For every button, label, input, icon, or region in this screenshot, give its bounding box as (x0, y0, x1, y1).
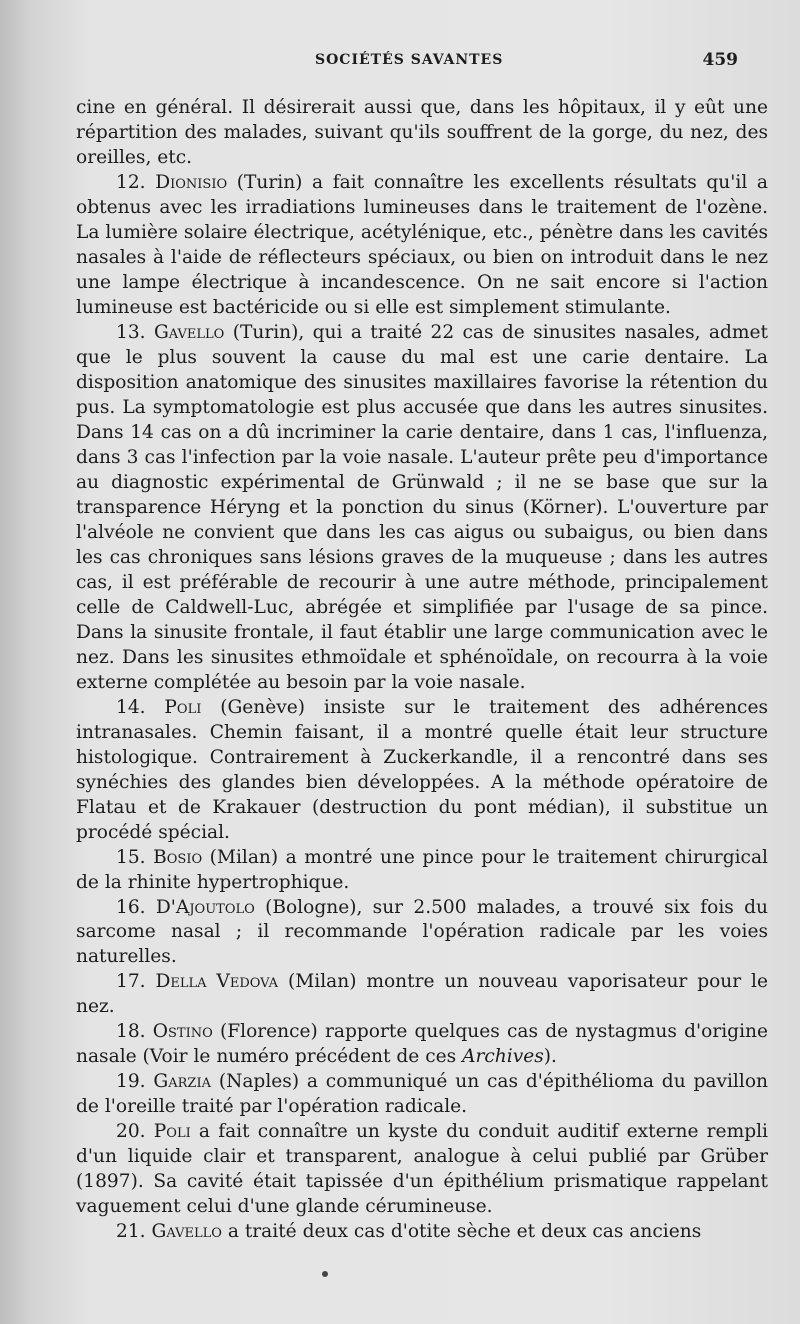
author-name: Della Vedova (155, 971, 279, 993)
item-number: 16. (116, 896, 146, 918)
page-header (0, 52, 800, 76)
author-name: Dionisio (155, 171, 228, 193)
paragraph-text: (Naples) a communiqué un cas d'épithélioma du pavillon de l'oreille traité par l'opération radicale. (76, 1071, 768, 1118)
paragraph-text: cine en général. Il désirerait aussi que, dans les hôpitaux, il y eût une répartition des malades, suivant qu'ils souffrent de la gorge, du nez, des oreilles, etc. (76, 97, 768, 168)
author-name: Poli (153, 1121, 191, 1143)
item-number: 21. (116, 1221, 146, 1243)
author-name: Bosio (153, 846, 203, 868)
author-name: Ostino (152, 1021, 213, 1043)
author-name: Gavello (151, 1221, 222, 1243)
item-number: 19. (116, 1071, 146, 1093)
running-head: SOCIÉTÉS SAVANTES (315, 52, 504, 68)
item-number: 17. (116, 971, 146, 993)
page-number: 459 (702, 50, 738, 70)
author-name: Poli (164, 696, 202, 718)
paragraph-item-17 (76, 970, 768, 1020)
paragraph-item-13 (76, 321, 768, 696)
paragraph-item-14 (76, 696, 768, 846)
author-name: Garzia (153, 1071, 211, 1093)
paragraph-continuation (76, 96, 768, 171)
paragraph-text: (Milan) montre un nouveau vaporisateur pour le nez. (76, 971, 768, 1018)
paragraph-text: (Bologne), sur 2.500 malades, a trouvé six fois du sarcome nasal ; il recommande l'opération radicale par les voies naturelles. (76, 896, 768, 968)
item-number: 20. (116, 1121, 146, 1143)
paragraph-text: (Milan) a montré une pince pour le traitement chirurgical de la rhinite hypertrophique. (76, 846, 768, 893)
paragraph-item-19 (76, 1070, 768, 1120)
paragraph-text: (Turin) a fait connaître les excellents résultats qu'il a obtenus avec les irradiations lumineuses dans le traitement de l'ozène. La lumière solaire électrique, acétylénique, etc., pénètre dans les cavités nasales à l'aide de réflecteurs spéciaux, ou bien on introduit dans le nez une lampe électrique à incandescence. On ne sait encore si l'action lumineuse est bactéricide ou si elle est simplement stimulante. (76, 171, 768, 318)
paragraph-text: a traité deux cas d'otite sèche et deux cas anciens (221, 1221, 702, 1243)
paragraph-item-15 (76, 846, 768, 896)
item-number: 15. (116, 846, 146, 868)
paragraph-text-end: ). (543, 1046, 557, 1068)
item-number: 13. (116, 321, 146, 343)
paragraph-text: a fait connaître un kyste du conduit auditif externe rempli d'un liquide clair et transparent, analogue à celui publié par Grüber (1897). Sa cavité était tapissée d'un épithélium prismatique rappelant vaguement celui d'une glande cérumineuse. (76, 1121, 768, 1218)
body-text (76, 96, 768, 1245)
paragraph-item-12 (76, 171, 768, 321)
paragraph-text: (Turin), qui a traité 22 cas de sinusites nasales, admet que le plus souvent la cause du mal est une carie dentaire. La disposition anatomique des sinusites maxillaires favorise la rétention du pus. La symptomatologie est plus accusée que dans les autres sinusites. Dans 14 cas on a dû incriminer la carie dentaire, dans 1 cas, l'influenza, dans 3 cas l'infection par la voie nasale. L'auteur prête peu d'importance au diagnostic expérimental de Grünwald ; il ne se base que sur la transparence Héryng et la ponction du sinus (Körner). L'ouverture par l'alvéole ne convient que dans les cas aigus ou subaigus, ou bien dans les cas chroniques sans lésions graves de la muqueuse ; dans les autres cas, il est préférable de recourir à une autre méthode, principalement celle de Caldwell-Luc, abrégée et simplifiée par l'usage de sa pince. Dans la sinusite frontale, il faut établir une large communication avec le nez. Dans les sinusites ethmoïdale et sphénoïdale, on recourra à la voie externe complétée au besoin par la voie nasale. (76, 321, 768, 693)
journal-title: Archives (462, 1046, 544, 1068)
paragraph-item-21 (76, 1220, 768, 1245)
paragraph-item-16 (76, 896, 768, 971)
paragraph-item-20 (76, 1120, 768, 1220)
item-number: 18. (116, 1021, 146, 1043)
ink-dot (322, 1271, 328, 1277)
author-name: D'Ajoutolo (155, 896, 255, 918)
author-name: Gavello (153, 321, 225, 343)
paragraph-text: (Florence) rapporte quelques cas de nystagmus d'origine nasale (Voir le numéro précédent de ces (76, 1021, 768, 1068)
paragraph-item-18 (76, 1020, 768, 1070)
item-number: 14. (116, 696, 146, 718)
paragraph-text: (Genève) insiste sur le traitement des adhérences intranasales. Chemin faisant, il a montré quelle était leur structure histologique. Contrairement à Zuckerkandle, il a rencontré dans ses synéchies des glandes bien développées. A la méthode opératoire de Flatau et de Krakauer (destruction du pont médian), il substitue un procédé spécial. (76, 696, 769, 843)
item-number: 12. (116, 171, 146, 193)
